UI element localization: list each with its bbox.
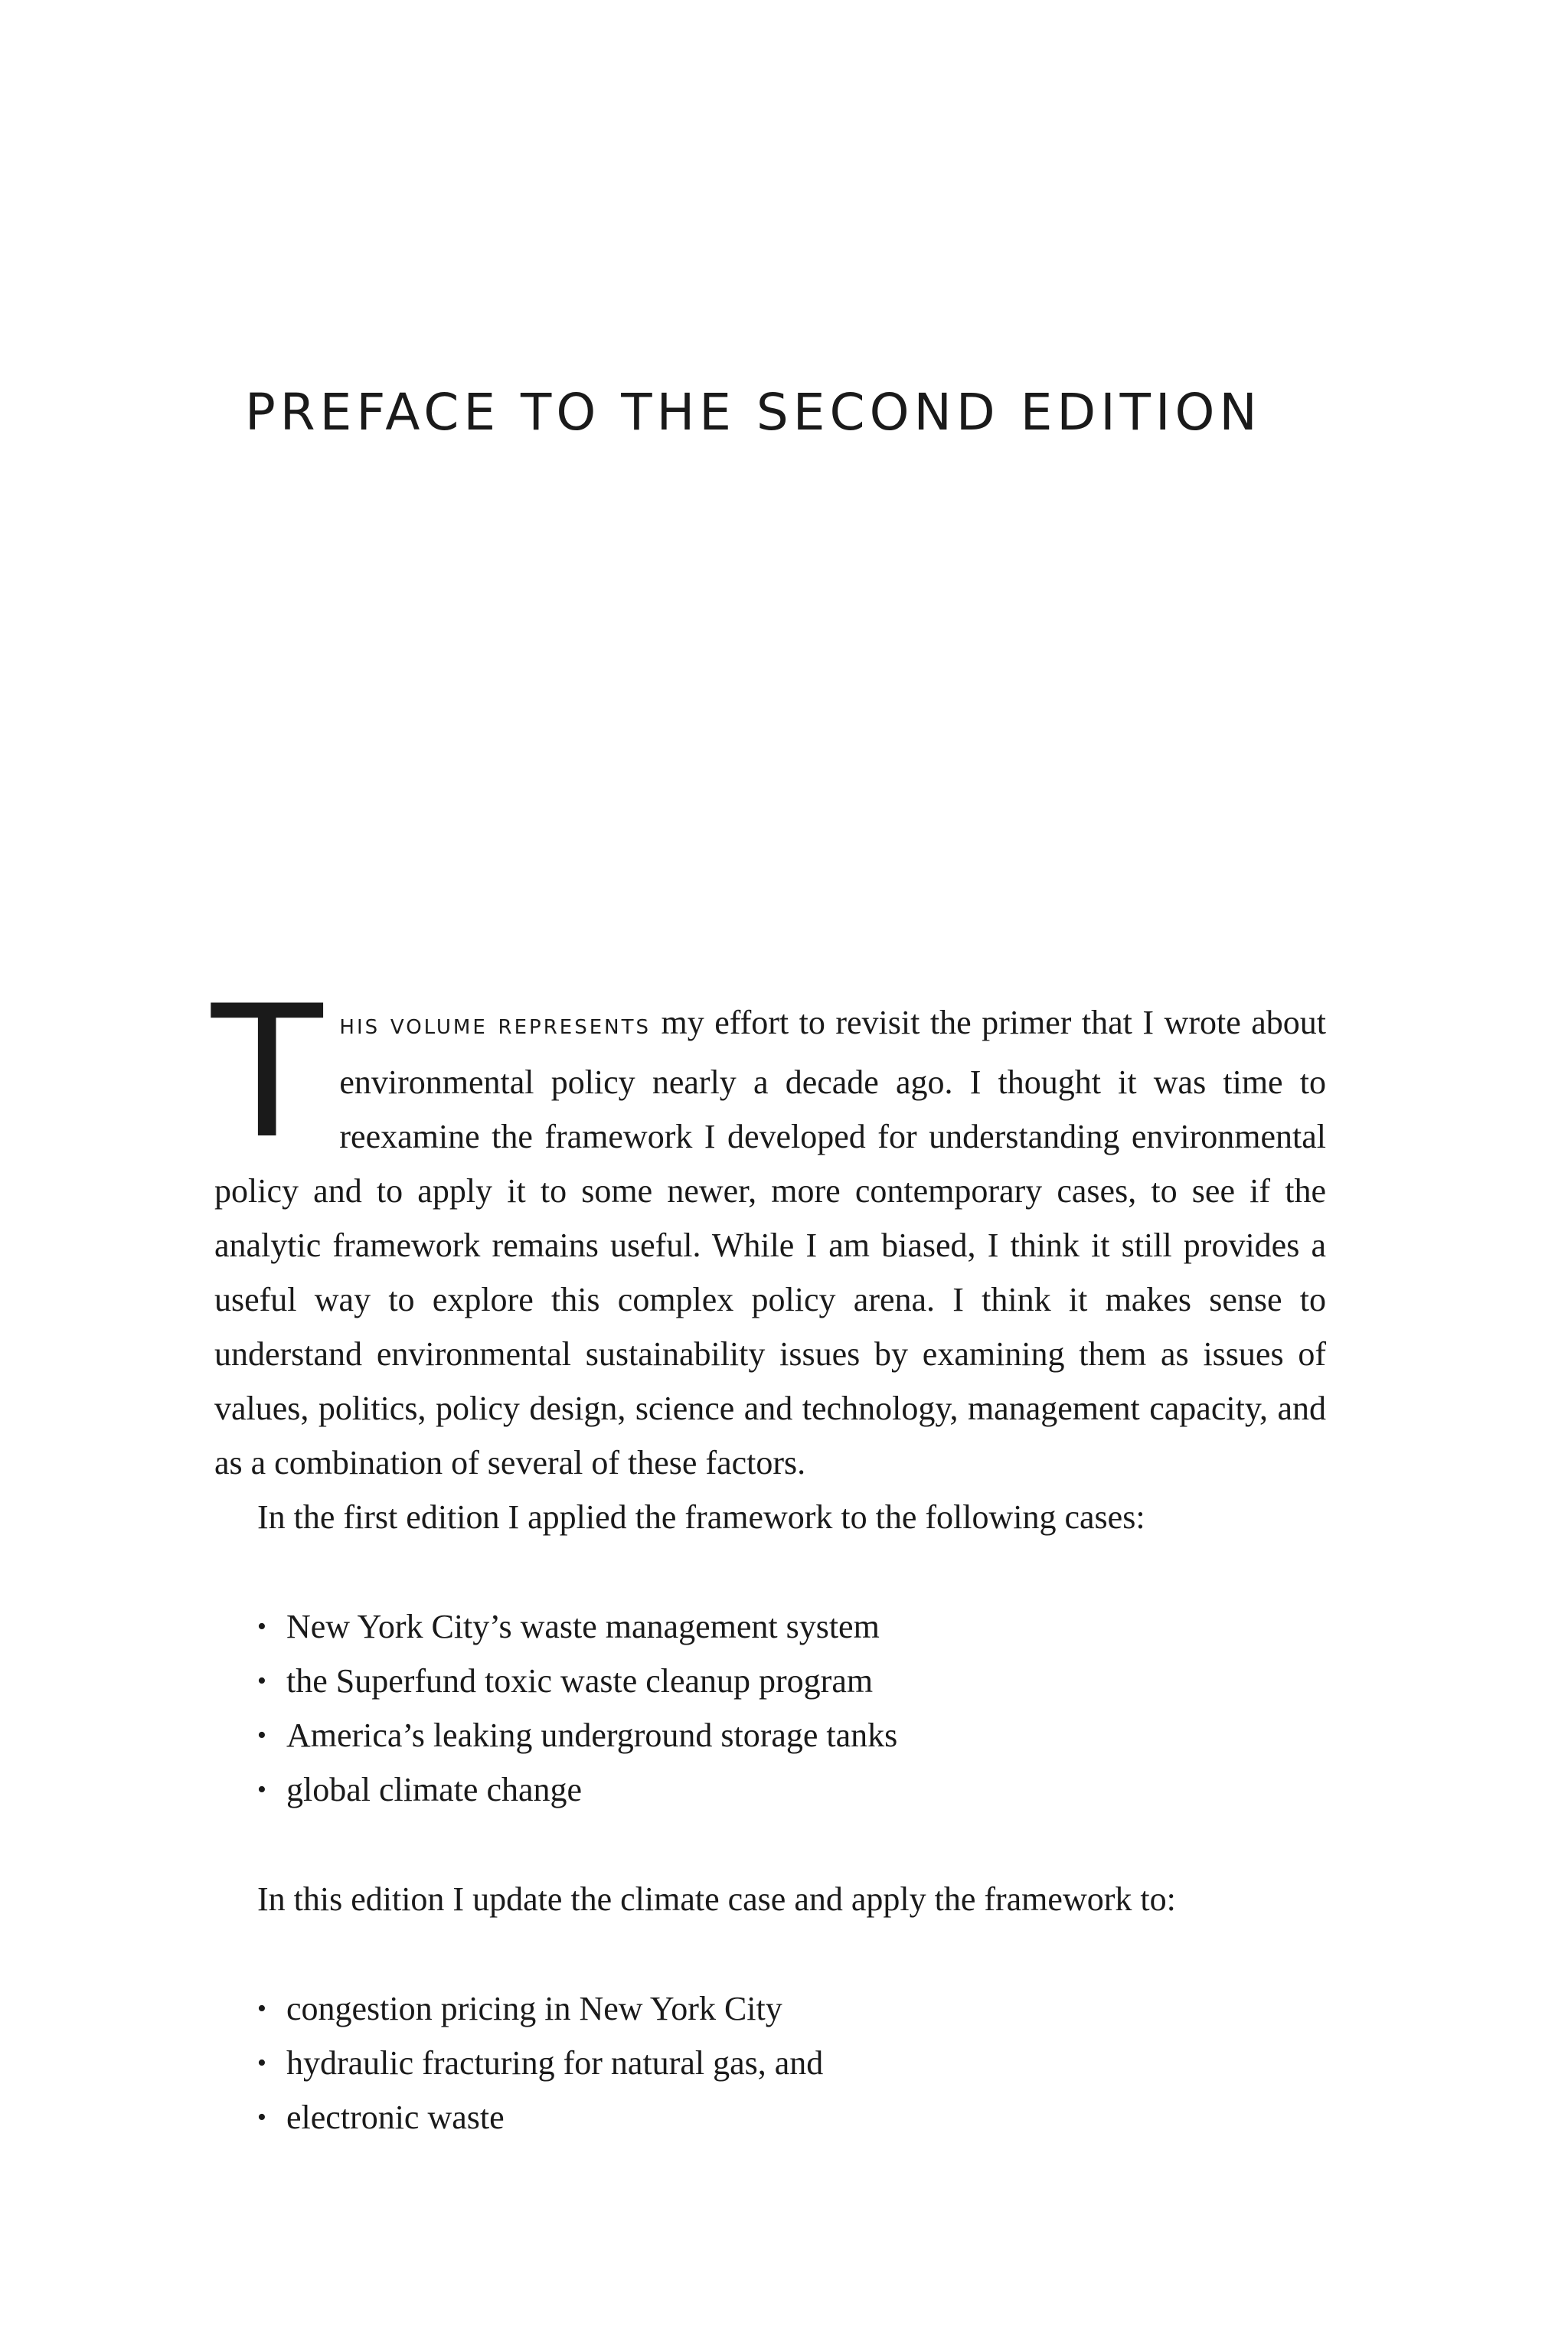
spacer: [214, 1817, 1326, 1872]
list-item-text: hydraulic fracturing for natural gas, and: [286, 2044, 824, 2082]
small-caps-lead-in: HIS VOLUME REPRESENTS: [339, 1016, 651, 1039]
drop-cap: T: [211, 967, 323, 1179]
bullet-icon: •: [257, 1994, 266, 2023]
list-item: [257, 1708, 1326, 1762]
spacer: [214, 1926, 1326, 1981]
body-text: [211, 967, 1326, 2145]
list-item-text: global climate change: [286, 1771, 583, 1808]
list-item: [257, 1981, 1326, 2036]
list-item-text: congestion pricing in New York City: [286, 1990, 782, 2027]
list-item: [257, 2036, 1326, 2090]
bullet-icon: •: [257, 2049, 266, 2077]
list-item-text: the Superfund toxic waste cleanup program: [286, 1662, 874, 1700]
list-item: [257, 1599, 1326, 1654]
list-item: [257, 1654, 1326, 1708]
bullet-icon: •: [257, 1721, 266, 1749]
bullet-icon: •: [257, 1775, 266, 1804]
bullet-icon: •: [257, 2103, 266, 2132]
opening-paragraph: [211, 967, 1326, 1490]
list-item-text: America’s leaking underground storage tanks: [286, 1717, 898, 1754]
bullet-icon: •: [257, 1612, 266, 1641]
list-item: [257, 2090, 1326, 2145]
list-item: [257, 1762, 1326, 1817]
chapter-title: PREFACE TO THE SECOND EDITION: [245, 383, 1262, 442]
list-item-text: electronic waste: [286, 2099, 505, 2136]
list-item-text: New York City’s waste management system: [286, 1608, 880, 1645]
first-edition-intro: In the first edition I applied the framework to the following cases:: [257, 1498, 1145, 1536]
spacer: [214, 1544, 1326, 1599]
bullet-icon: •: [257, 1667, 266, 1695]
first-edition-case-list: [214, 1599, 1326, 1817]
this-edition-case-list: [214, 1981, 1326, 2145]
opening-paragraph-text: my effort to revisit the primer that I wrote about environmental policy nearly a decade ago. I thought it was time to reexamine the framework I developed for understanding environmental policy and to apply it to some newer, more contemporary cases, to see if the analytic framework remains useful. While I am biased, I think it still provides a useful way to explore this complex policy arena. I think it makes sense to understand environmental sustainability issues by examining them as issues of values, politics, policy design, science and technology, management capacity, and as a combination of several of these factors.: [214, 1004, 1326, 1481]
this-edition-intro: In this edition I update the climate case and apply the framework to:: [257, 1880, 1176, 1918]
